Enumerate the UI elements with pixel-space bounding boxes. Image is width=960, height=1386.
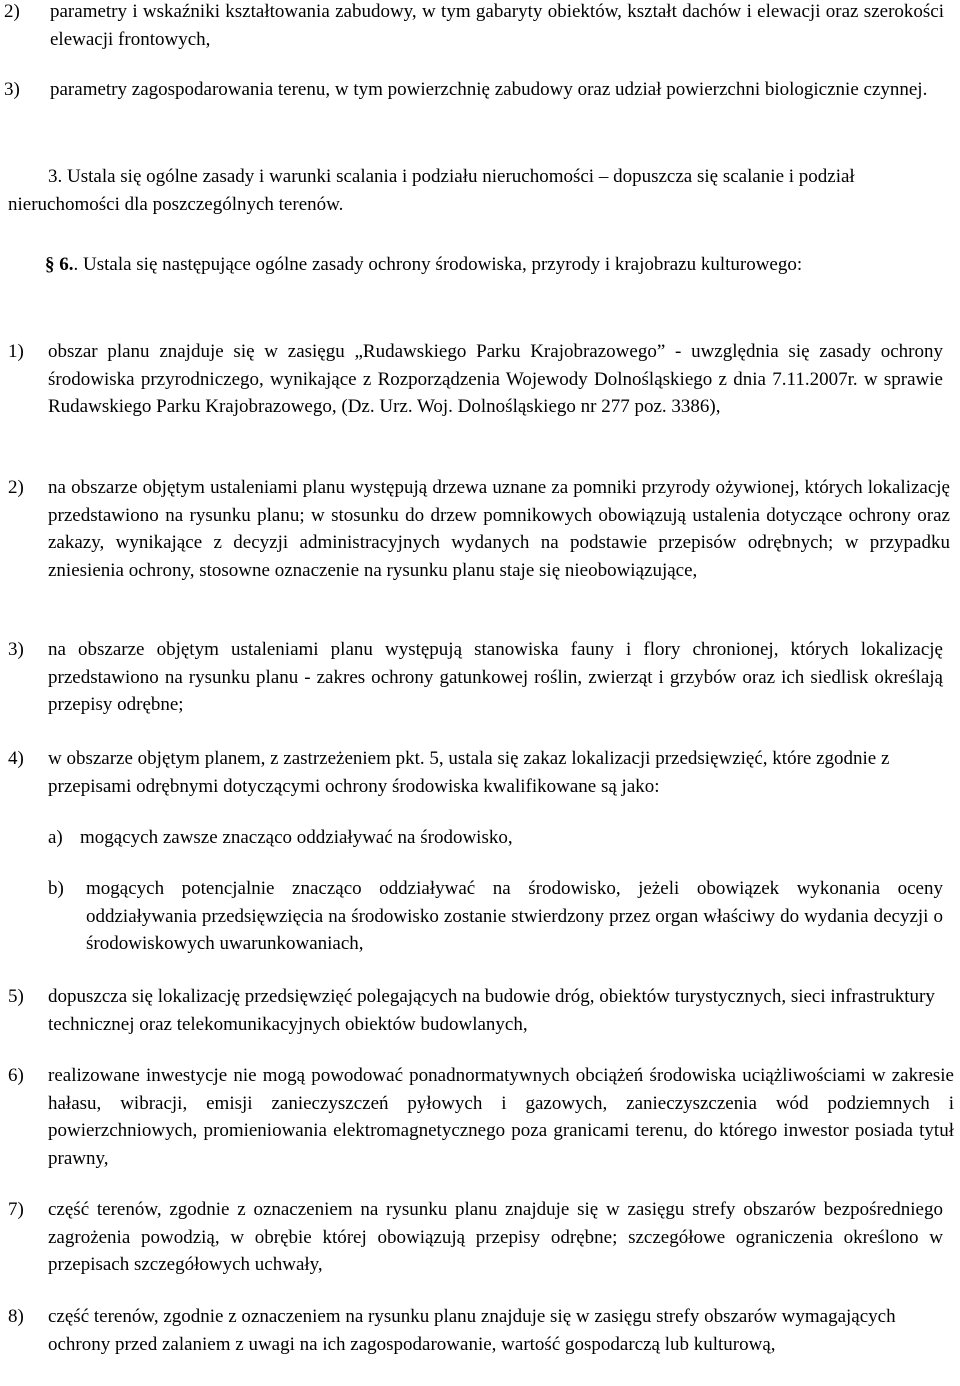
section-6-paragraph — [8, 251, 941, 279]
list-item-text: dopuszcza się lokalizację przedsięwzięć polegających na budowie dróg, obiektów turystycznych, sieci infrastruktury technicznej oraz telekomunikacyjnych obiektów budowlanych, — [48, 986, 935, 1035]
list-item-label: 8) — [8, 1306, 24, 1327]
paragraph-3: 3. Ustala się ogólne zasady i warunki scalania i podziału nieruchomości – dopuszcza się scalanie i podział nieruchomości dla poszczególnych terenów. — [8, 166, 855, 215]
list-item-label: 7) — [8, 1199, 24, 1220]
list-item — [8, 338, 943, 421]
list-item-text: parametry i wskaźniki kształtowania zabudowy, w tym gabaryty obiektów, kształt dachów i elewacji oraz szerokości elewacji frontowych, — [50, 1, 944, 50]
list-item — [8, 474, 950, 584]
list-item-text: na obszarze objętym ustaleniami planu występują drzewa uznane za pomniki przyrody ożywionej, których lokalizację przedstawiono na rysunku planu; w stosunku do drzew pomnikowych obowiązują ustalenia dotyczące ochrony oraz zakazy, wynikające z decyzji administracyjnych wydanych na podstawie przepisów odrębnych; w przypadku zniesienia ochrony, stosowne oznaczenie na rysunku planu staje się nieobowiązujące, — [48, 477, 950, 581]
list-item — [8, 1303, 943, 1358]
list-item-label: 3) — [8, 639, 24, 660]
list-item-label: 4) — [8, 748, 24, 769]
list-item-label: 2) — [4, 1, 20, 22]
list-item — [8, 983, 943, 1038]
list-item-text: parametry zagospodarowania terenu, w tym powierzchnię zabudowy oraz udział powierzchni biologicznie czynnej. — [50, 79, 928, 100]
list-item — [8, 636, 943, 719]
sub-list-item — [48, 875, 943, 958]
sub-list-item-text: mogących potencjalnie znacząco oddziaływać na środowisko, jeżeli obowiązek wykonania oceny oddziaływania przedsięwzięcia na środowisko zostanie stwierdzony przez organ właściwy do wydania decyzji o środowiskowych uwarunkowaniach, — [86, 878, 943, 954]
list-item-label: 2) — [8, 477, 24, 498]
list-item-label: 6) — [8, 1065, 24, 1086]
list-item — [4, 76, 944, 104]
sub-list-item-text: mogących zawsze znacząco oddziaływać na środowisko, — [80, 827, 513, 848]
list-item-text: w obszarze objętym planem, z zastrzeżeniem pkt. 5, ustala się zakaz lokalizacji przedsięwzięć, które zgodnie z przepisami odrębnymi dotyczącymi ochrony środowiska kwalifikowane są jako: — [48, 748, 890, 797]
list-item-label: 1) — [8, 341, 24, 362]
list-item — [8, 1196, 943, 1279]
list-item-text: realizowane inwestycje nie mogą powodować ponadnormatywnych obciążeń środowiska uciążliwościami w zakresie hałasu, wibracji, emisji zanieczyszczeń pyłowych i gazowych, zanieczyszczenia wód podziemnych i powierzchniowych, promieniowania elektromagnetycznego poza granicami terenu, do którego inwestor posiada tytuł prawny, — [48, 1065, 954, 1169]
sub-list-item-label: b) — [48, 878, 64, 899]
list-item-label: 5) — [8, 986, 24, 1007]
sub-list-item-label: a) — [48, 827, 63, 848]
section-6-text: . Ustala się następujące ogólne zasady ochrony środowiska, przyrody i krajobrazu kulturowego: — [73, 254, 803, 275]
list-item-label: 3) — [4, 79, 20, 100]
list-item — [8, 1062, 954, 1172]
sub-list-item — [48, 824, 943, 852]
list-item-text: obszar planu znajduje się w zasięgu „Rudawskiego Parku Krajobrazowego” - uwzględnia się zasady ochrony środowiska przyrodniczego, wynikające z Rozporządzenia Wojewody Dolnośląskiego z dnia 7.11.2007r. w sprawie Rudawskiego Parku Krajobrazowego, (Dz. Urz. Woj. Dolnośląskiego nr 277 poz. 3386), — [48, 341, 943, 417]
list-item — [8, 745, 943, 800]
list-item-text: część terenów, zgodnie z oznaczeniem na rysunku planu znajduje się w zasięgu strefy obszarów wymagających ochrony przed zalaniem z uwagi na ich zagospodarowanie, wartość gospodarczą lub kulturową, — [48, 1306, 896, 1355]
list-item — [4, 0, 944, 53]
list-item-text: na obszarze objętym ustaleniami planu występują stanowiska fauny i flory chronionej, których lokalizację przedstawiono na rysunku planu - zakres ochrony gatunkowej roślin, zwierząt i grzybów oraz ich siedlisk określają przepisy odrębne; — [48, 639, 943, 715]
list-item-text: część terenów, zgodnie z oznaczeniem na rysunku planu znajduje się w zasięgu strefy obszarów bezpośredniego zagrożenia powodzią, w obrębie której obowiązują przepisy odrębne; szczegółowe ograniczenia określono w przepisach szczegółowych uchwały, — [48, 1199, 943, 1275]
section-sign: § 6. — [45, 254, 74, 275]
